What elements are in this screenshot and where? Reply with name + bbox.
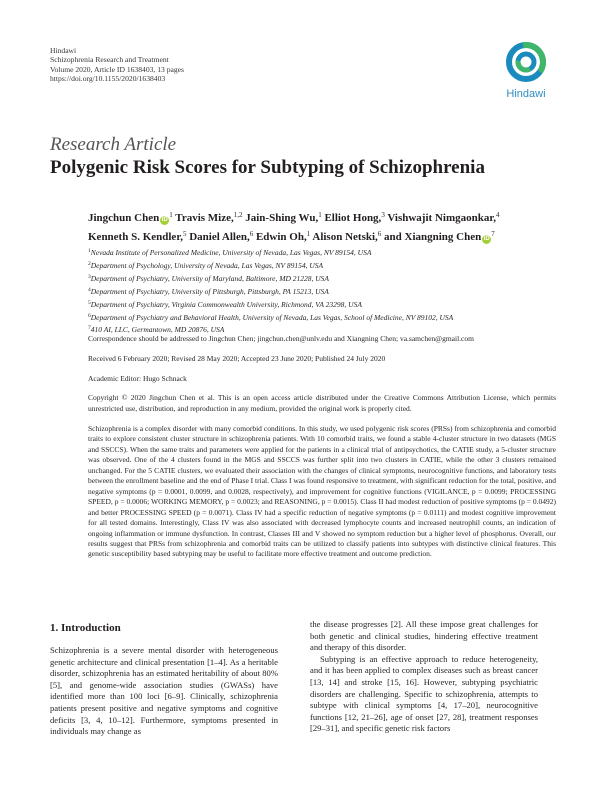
author-affiliation-number: 6 <box>249 230 254 238</box>
author-affiliation-number: 7 <box>491 230 495 238</box>
academic-editor: Academic Editor: Hugo Schnack <box>88 374 187 383</box>
author-affiliation-number: 4 <box>495 211 500 219</box>
abstract: Schizophrenia is a complex disorder with many comorbid conditions. In this study, we used polygenic risk scores (PRSs) from schizophrenia and comorbid traits to explore consistent cluster structure in schizophrenia patients. With 10 comorbid traits, we found a stable 4-cluster structure in two datasets (MGS and SSCCS). When the same traits and parameters were applied for the patients in a clinical trial of antipsychotics, the CATIE study, a 5-cluster structure was observed. One of the 4 clusters found in the MGS and SSCCS was further split into two clusters in CATIE, while the other 3 clusters remained unchanged. For the 5 CATIE clusters, we evaluated their association with the changes of clinical symptoms, neurocognitive functions, and laboratory tests between the enrollment baseline and the end of Phase I trial. Class I was found responsive to treatment, with significant reduction for the total, positive, and negative symptoms (p = 0.0001, 0.0099, and 0.0028, respectively), and improvement for cognitive functions (VIGILANCE, p = 0.0099; PROCESSING SPEED, p = 0.0006; WORKING MEMORY, p = 0.0023; and REASONING, p = 0.0015). Class II had modest reduction of positive symptoms (p = 0.0492) and better PROCESSING SPEED (p = 0.0071). Class IV had a specific reduction of negative symptoms (p = 0.0111) and modest cognitive improvement for all tested domains. Interestingly, Class IV was also associated with decreased lymphocyte counts and increased neutrophil counts, an indication of ongoing inflammation or immune dysfunction. In contrast, Classes III and V showed no symptom reduction but a higher level of phosphorus. Overall, our results suggest that PRSs from schizophrenia and comorbid traits can be utilized to classify patients into subtypes with distinctive clinical features. This genetic susceptibility based subtyping may be useful to facilitate more effective treatment and outcome prediction. <box>88 424 556 559</box>
body-column-right <box>310 619 538 735</box>
author-affiliation-number: 1 <box>169 211 173 219</box>
author-name: Jain-Shing Wu,$^1$ <box>245 211 322 224</box>
hindawi-logo <box>496 42 556 110</box>
author-affiliation-number: 1 <box>318 211 322 219</box>
affiliation <box>88 311 558 324</box>
journal-header <box>50 46 184 84</box>
affiliation <box>88 246 558 259</box>
author-name: Kenneth S. Kendler,$^5$ <box>88 230 187 243</box>
affiliation-number: 5 <box>88 299 91 306</box>
body-column-left <box>50 645 278 738</box>
correspondence: Correspondence should be addressed to Jingchun Chen; jingchun.chen@unlv.edu and Xiangning Chen; va.samchen@gmail.com <box>88 334 474 343</box>
affiliation-text: 410 AI, LLC, Germantown, MD 20876, USA <box>90 325 225 335</box>
author-affiliation-number: 5 <box>182 230 187 238</box>
affiliation-number: 4 <box>88 286 91 293</box>
affiliation-text: Department of Psychology, University of Nevada, Las Vegas, NV 89154, USA <box>90 260 324 270</box>
author-name: Elliot Hong,$^3$ <box>324 211 385 224</box>
article-type: Research Article <box>50 134 177 155</box>
section-heading: 1. Introduction <box>50 622 121 634</box>
affiliation <box>88 272 558 285</box>
publication-dates: Received 6 February 2020; Revised 28 May 2020; Accepted 23 June 2020; Published 24 July 2020 <box>88 354 386 363</box>
affiliation <box>88 285 558 298</box>
hindawi-logo-icon <box>502 42 550 86</box>
intro-paragraph-2: Subtyping is an effective approach to reduce heterogeneity, and it has been applied to complex diseases such as breast cancer [13, 14] and stroke [15, 16]. However, subtyping psychiatric disorders are challenging. Specific to schizophrenia, attempts to subtype with clinical symptoms [4, 17–20], neurocognitive functions [12, 21–26], age of onset [27, 28], treatment responses [29–31], and specific genetic risk factors <box>310 653 538 734</box>
intro-paragraph-1: Schizophrenia is a severe mental disorder with heterogeneous genetic architecture and clinical presentation [1–4]. As a heritable disorder, schizophrenia has an estimated heritability of about 80% [5], and genome-wide association studies (GWASs) have identified more than 100 loci [6–9]. Clinically, schizophrenia patients present positive and negative symptoms and cognitive deficits [3, 4, 10–12]. Furthermore, symptoms presented in individuals may change as <box>50 645 278 737</box>
author-name: Jingchun Chen $iD^1$ <box>88 211 173 224</box>
affiliation <box>88 298 558 311</box>
affiliation-text: Nevada Institute of Personalized Medicine, University of Nevada, Las Vegas, NV 89154, USA <box>90 248 372 257</box>
affiliation-text: Department of Psychiatry, University of Pittsburgh, Pittsburgh, PA 15213, USA <box>90 286 329 296</box>
affiliation-text: Department of Psychiatry, Virginia Commonwealth University, Richmond, VA 23298, USA <box>90 299 362 309</box>
journal-publisher: Hindawi <box>50 46 77 55</box>
affiliation <box>88 259 558 272</box>
affiliation-number: 6 <box>88 312 91 319</box>
author-affiliation-number: 1,2 <box>233 211 243 219</box>
author-name: Edwin Oh,$^1$ <box>255 230 311 243</box>
affiliation-text: Department of Psychiatry, University of Maryland, Baltimore, MD 21228, USA <box>90 273 329 283</box>
affiliation-number: 2 <box>88 260 91 267</box>
paper-title: Polygenic Risk Scores for Subtyping of Schizophrenia <box>50 157 485 178</box>
copyright-notice: Copyright © 2020 Jingchun Chen et al. This is an open access article distributed under the Creative Commons Attribution License, which permits unrestricted use, distribution, and reproduction in any medium, provided the original work is properly cited. <box>88 393 556 413</box>
journal-doi[interactable]: https://doi.org/10.1155/2020/1638403 <box>50 74 166 84</box>
logo-wordmark: Hindawi <box>506 88 546 100</box>
orcid-icon[interactable]: iD <box>161 217 168 223</box>
intro-paragraph-1-cont: the disease progresses [2]. All these impose great challenges for both genetic and clinical studies, hindering effective treatment and therapy of this disorder. <box>310 619 538 653</box>
author-list <box>88 207 558 245</box>
affiliation-number: 7 <box>88 325 91 332</box>
orcid-icon[interactable]: iD <box>483 236 490 242</box>
author-affiliation-number: 1 <box>306 230 311 238</box>
author-name: Travis Mize,$^{1,2}$ <box>175 211 243 224</box>
journal-volume: Volume 2020, Article ID 1638403, 13 pages <box>50 64 184 74</box>
author-affiliation-number: 6 <box>377 230 382 238</box>
author-name: Alison Netski,$^6$ <box>312 230 382 243</box>
affiliation-number: 1 <box>88 248 91 254</box>
author-name: Vishwajit Nimgaonkar,$^4$ <box>387 211 500 224</box>
journal-name: Schizophrenia Research and Treatment <box>50 55 169 65</box>
author-name: and Xiangning Chen $iD^7$ <box>384 230 495 243</box>
affiliation-list <box>88 246 558 336</box>
author-name: Daniel Allen,$^6$ <box>189 230 254 243</box>
author-affiliation-number: 3 <box>381 211 385 219</box>
affiliation-number: 3 <box>88 273 91 280</box>
affiliation-text: Department of Psychiatry and Behavioral Health, University of Nevada, Las Vegas, School of Medicine, NV 89102, USA <box>90 312 454 322</box>
